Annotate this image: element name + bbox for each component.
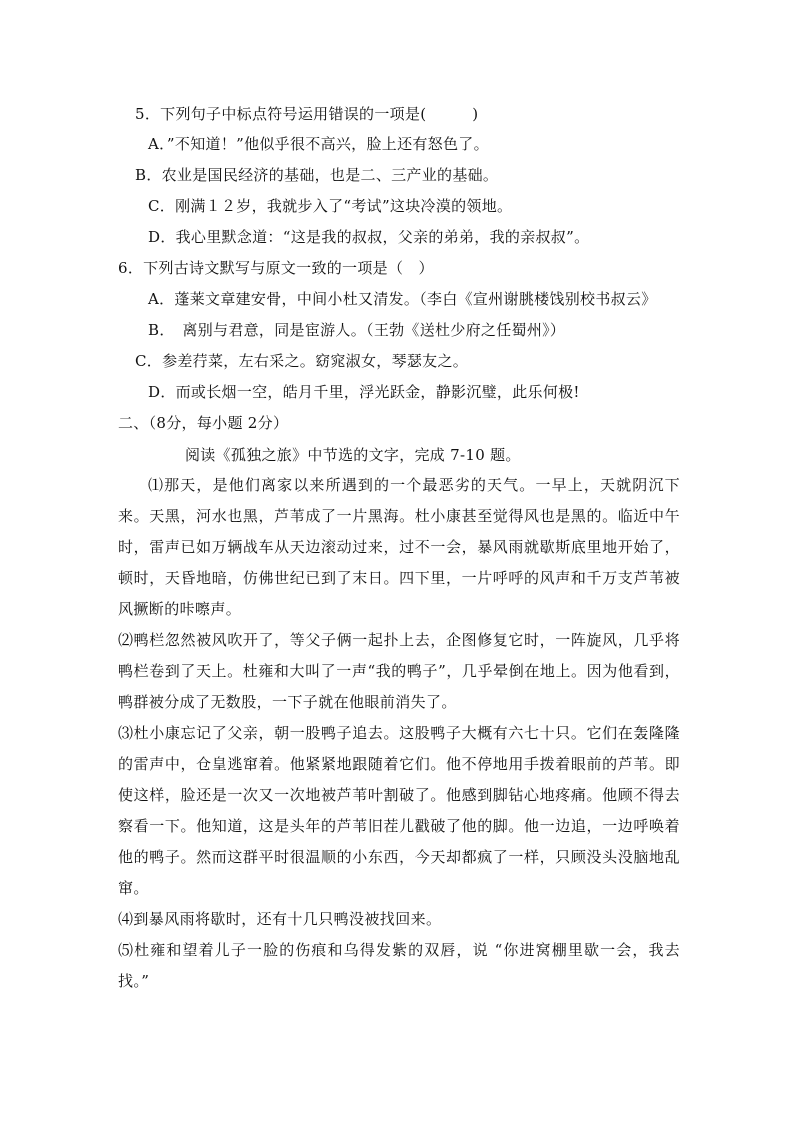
question-5-option-a: A．”不知道！”他似乎很不高兴，脸上还有怒色了。 — [148, 135, 489, 153]
passage-paragraph-3: ⑶杜小康忘记了父亲，朝一股鸭子追去。这股鸭子大概有六七十只。它们在轰隆隆的雷声中，仓皇逃窜着。他紧紧地跟随着它们。他不停地用手拨着眼前的芦苇。即使这样，脸还是一次又一次地被芦苇叶割破了。他感到脚钻心地疼痛。他顾不得去察看一下。他知道，这是头年的芦苇旧茬儿戳破了他的脚。他一边追，一边呼唤着他的鸭子。然而这群平时很温顺的小东西，今天却都疯了一样，只顾没头没脑地乱窜。 — [118, 724, 680, 897]
passage-paragraph-1: ⑴那天，是他们离家以来所遇到的一个最恶劣的天气。一早上，天就阴沉下来。天黑，河水也黑，芦苇成了一片黑海。杜小康甚至觉得风也是黑的。临近中午时，雷声已如万辆战车从天边滚动过来，过不一会，暴风雨就歇斯底里地开始了，顿时，天昏地暗，仿佛世纪已到了末日。四下里，一片呼呼的风声和千万支芦苇被风撅断的咔嚓声。 — [118, 476, 680, 618]
reading-instruction: 阅读《孤独之旅》中节选的文字，完成 7-10 题。 — [185, 446, 521, 464]
question-6-option-a: A．蓬莱文章建安骨，中间小杜又清发。（李白《宣州谢朓楼饯别校书叔云》 — [148, 290, 657, 308]
passage-paragraph-4: ⑷到暴风雨将歇时，还有十几只鸭没被找回来。 — [118, 910, 442, 928]
question-5-option-d: D．我心里默念道：“这是我的叔叔，父亲的弟弟，我的亲叔叔”。 — [148, 228, 590, 246]
section-2-heading: 二、（8分，每小题 2分） — [118, 414, 289, 432]
question-6-option-b: B． 离别与君意，同是宦游人。（王勃《送杜少府之任蜀州》） — [148, 321, 566, 339]
passage-paragraph-2: ⑵鸭栏忽然被风吹开了，等父子俩一起扑上去，企图修复它时，一阵旋风，几乎将鸭栏卷到了天上。杜雍和大叫了一声“我的鸭子”，几乎晕倒在地上。因为他看到，鸭群被分成了无数股，一下子就在他眼前消失了。 — [118, 631, 680, 711]
question-6-stem: 6．下列古诗文默写与原文一致的一项是（ ） — [118, 259, 434, 277]
question-6-option-c: C．参差荇菜，左右采之。窈窕淑女，琴瑟友之。 — [135, 352, 469, 370]
question-5-option-b: B．农业是国民经济的基础，也是二、三产业的基础。 — [135, 166, 499, 184]
question-5-option-c: C．刚满１２岁，我就步入了“考试”这块冷漠的领地。 — [148, 197, 513, 215]
question-6-option-d: D．而或长烟一空，皓月千里，浮光跃金，静影沉璧，此乐何极! — [148, 383, 580, 401]
passage-paragraph-5: ⑸杜雍和望着儿子一脸的伤痕和乌得发紫的双唇，说 “你进窝棚里歇一会，我去找。” — [118, 941, 680, 990]
question-5-stem: 5．下列句子中标点符号运用错误的一项是( ) — [135, 105, 479, 123]
